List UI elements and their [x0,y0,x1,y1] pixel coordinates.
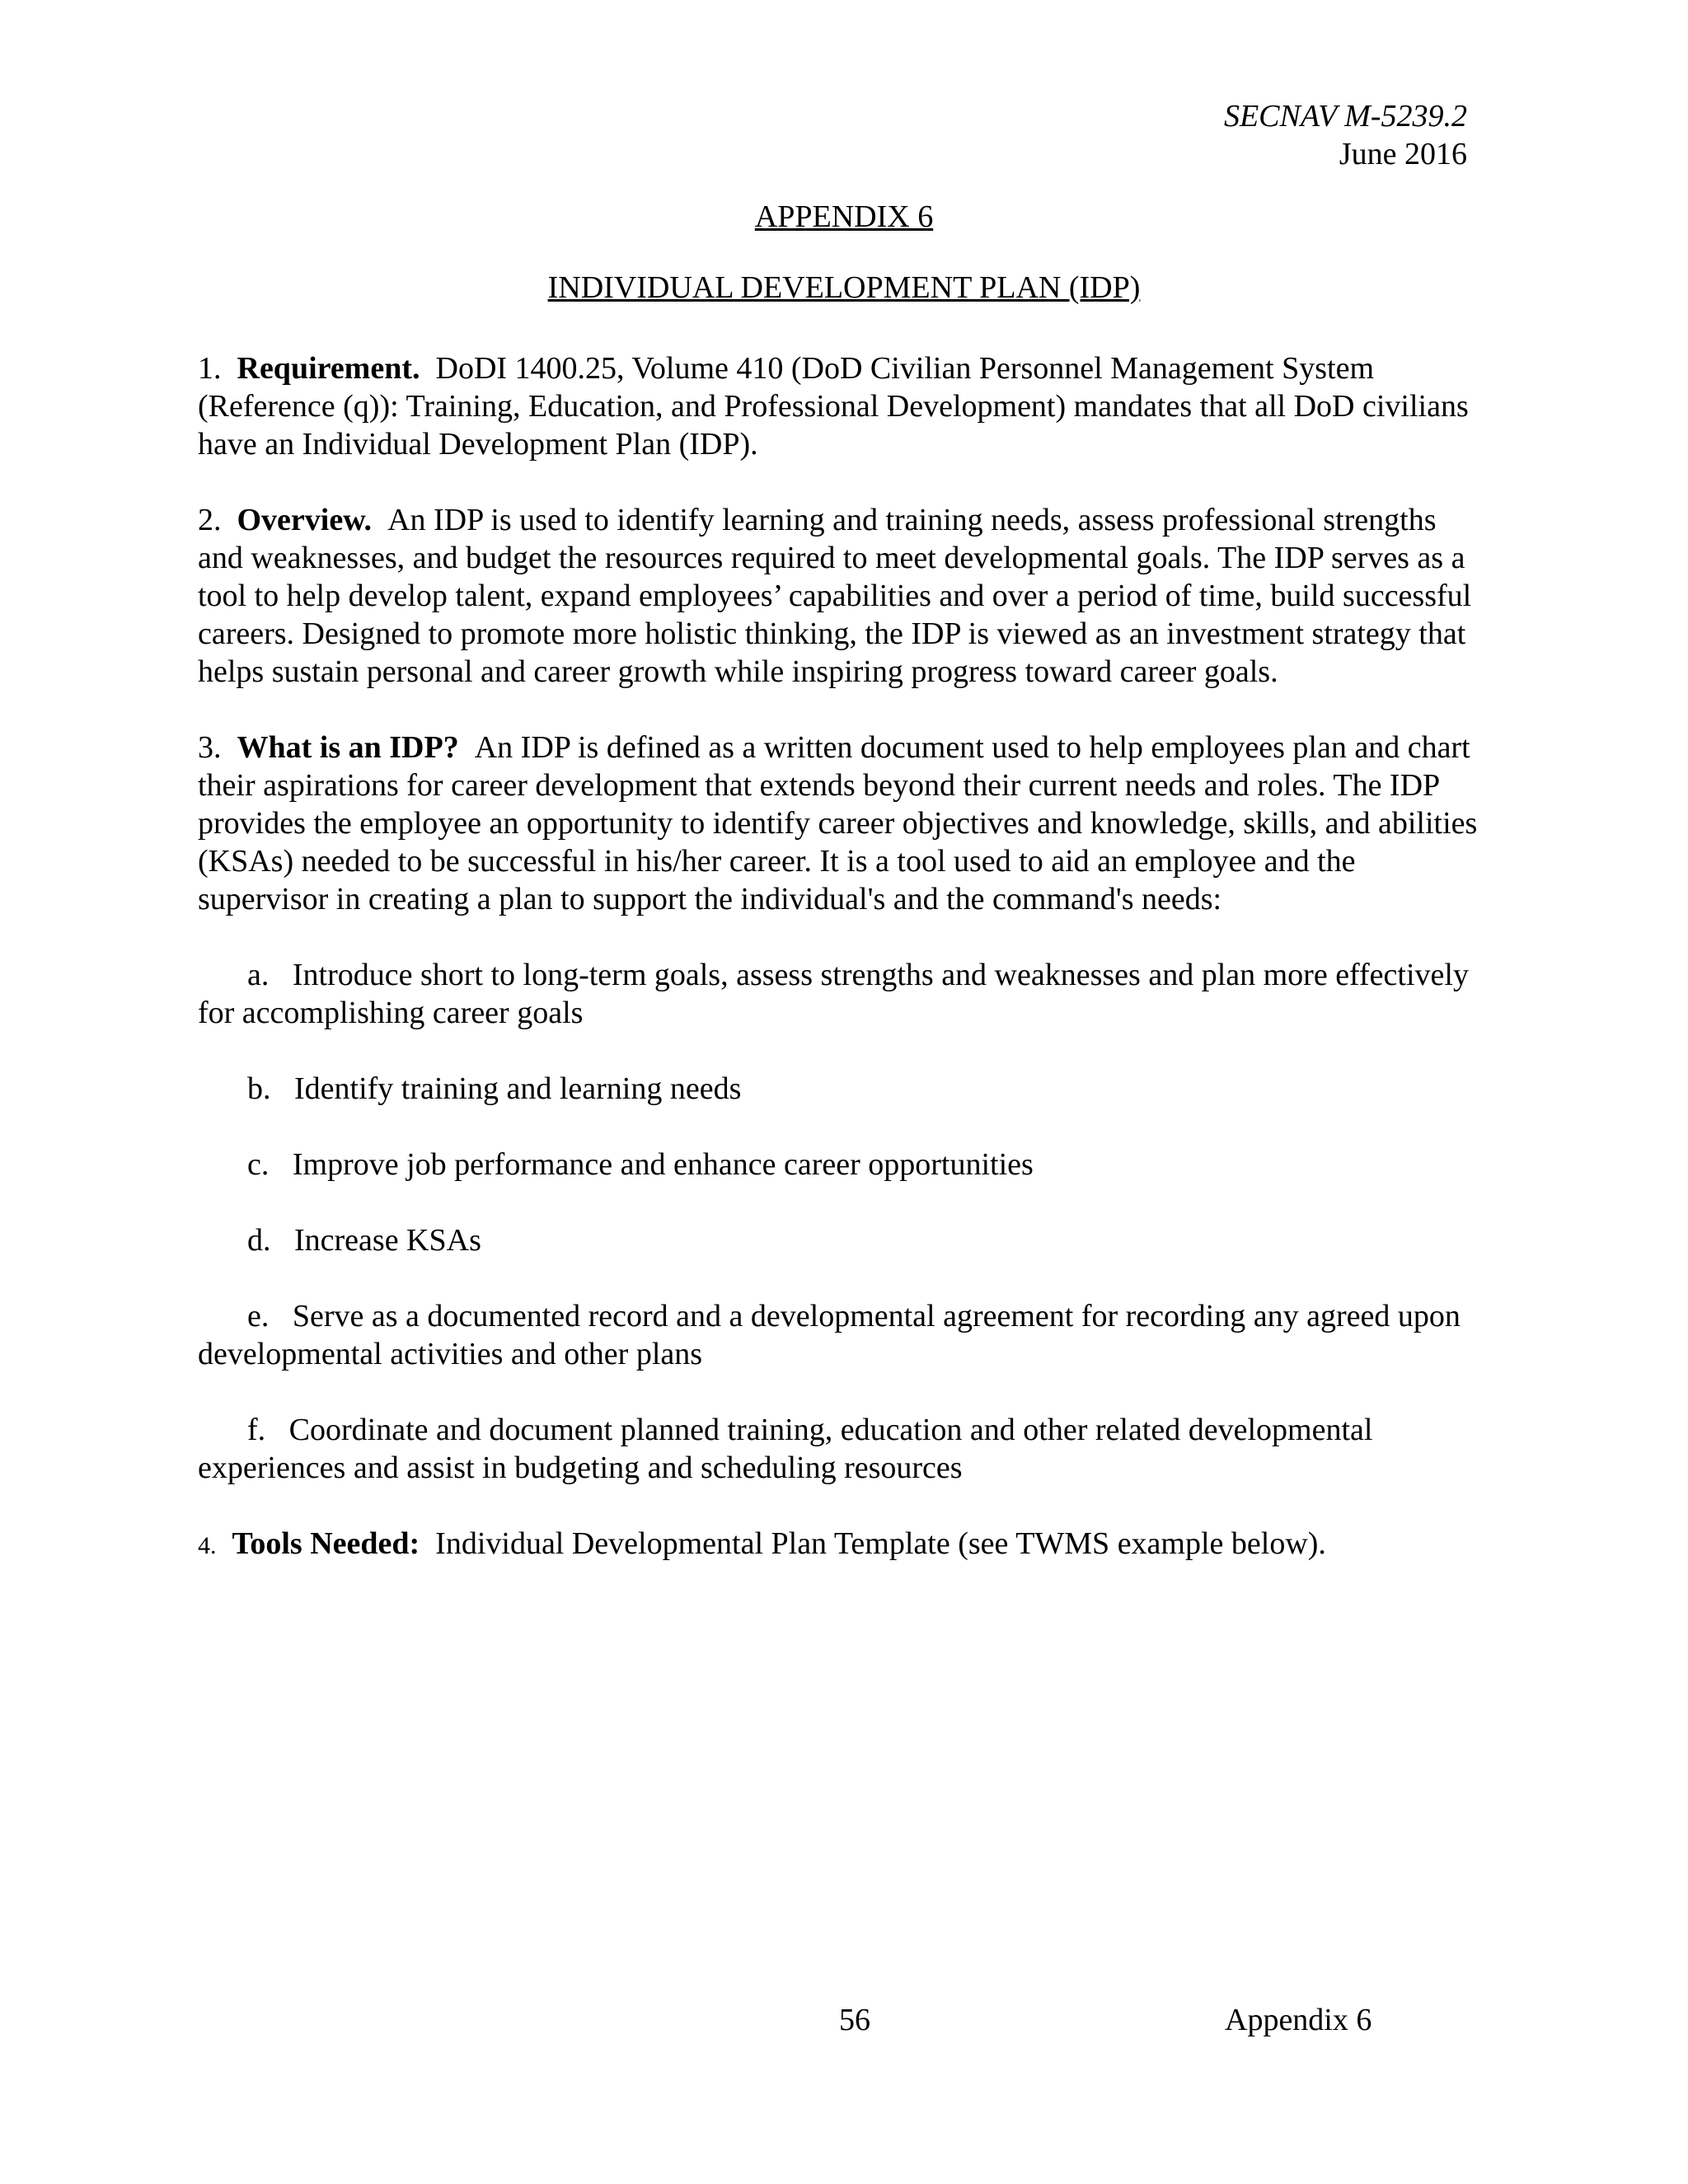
list-item-text: Serve as a documented record and a developmental agreement for recording any agreed upon developmental activities and other plans [198,1299,1461,1371]
appendix-title: APPENDIX 6 [754,199,934,234]
list-item-text: Improve job performance and enhance career opportunities [292,1147,1034,1182]
footer-appendix-label: Appendix 6 [1225,2003,1372,2037]
list-item-label: c. [247,1147,270,1182]
section-what-is-idp [198,729,1484,918]
section-text: An IDP is defined as a written document used to help employees plan and chart their aspirations for career development that extends beyond their current needs and roles. The IDP provides the employee an opportunity to identify career objectives and knowledge, skills, and abilities (KSAs) needed to be successful in his/her career. It is a tool used to aid an employee and the supervisor in creating a plan to support the individual's and the command's needs: [198,730,1478,916]
section-number: 2. [198,503,222,537]
list-item [198,956,1484,1032]
section-heading: Tools Needed: [232,1526,420,1561]
list-item [198,1411,1484,1487]
document-id: SECNAV M-5239.2 [1223,99,1467,134]
list-item [198,1221,1484,1259]
page-number: 56 [839,2003,870,2037]
document-header [1224,97,1467,173]
list-item-text: Increase KSAs [294,1223,481,1258]
document-body [198,349,1484,1603]
section-number: 3. [198,730,222,765]
list-item-label: e. [247,1299,270,1333]
list-item [198,1297,1484,1373]
appendix-subtitle: INDIVIDUAL DEVELOPMENT PLAN (IDP) [547,270,1141,305]
document-date: June 2016 [1339,137,1467,171]
list-item-label: b. [247,1071,271,1106]
section-text: An IDP is used to identify learning and training needs, assess professional strengths and weaknesses, and budget the resources required to meet developmental goals. The IDP serves as a tool to help develop talent, expand employees’ capabilities and over a period of time, build successful careers. Designed to promote more holistic thinking, the IDP is viewed as an investment strategy that helps sustain personal and career growth while inspiring progress toward career goals. [198,503,1472,689]
list-item-label: a. [247,958,270,992]
section-text: Individual Developmental Plan Template (see TWMS example below). [435,1526,1326,1561]
section-number: 4. [198,1532,217,1559]
list-item-label: d. [247,1223,271,1258]
list-item-text: Identify training and learning needs [294,1071,742,1106]
section-requirement [198,349,1484,463]
section-tools-needed [198,1525,1484,1565]
list-item-text: Introduce short to long-term goals, assess strengths and weaknesses and plan more effectively for accomplishing career goals [198,958,1469,1030]
list-item [198,1070,1484,1108]
section-overview [198,501,1484,691]
list-item-text: Coordinate and document planned training, education and other related developmental experiences and assist in budgeting and scheduling resources [198,1413,1373,1485]
section-heading: Requirement. [237,351,420,386]
section-text: DoDI 1400.25, Volume 410 (DoD Civilian Personnel Management System (Reference (q)): Training, Education, and Professional Development) mandates that all DoD civilians have an Individual Development Plan (IDP). [198,351,1469,462]
list-item-label: f. [247,1413,266,1447]
section-number: 1. [198,351,222,386]
section-heading: Overview. [237,503,373,537]
list-item [198,1146,1484,1183]
section-heading: What is an IDP? [237,730,459,765]
